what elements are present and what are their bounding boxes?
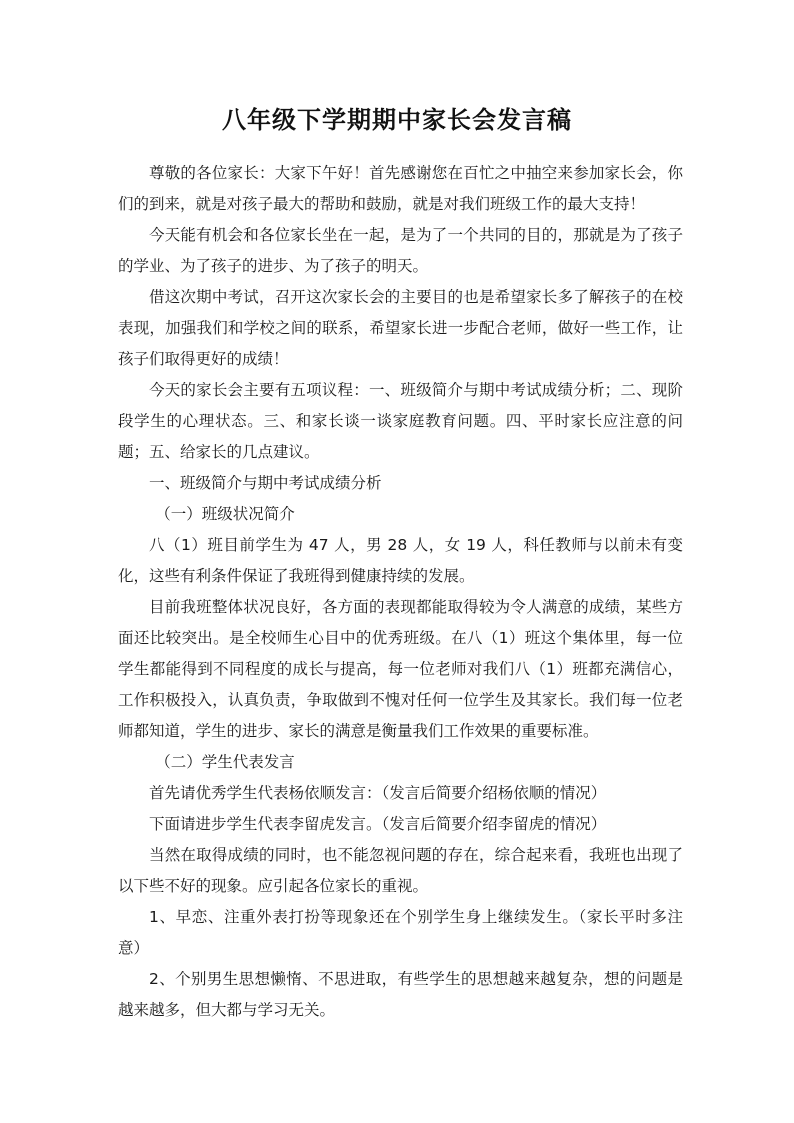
paragraph-problems-intro: 当然在取得成绩的同时，也不能忽视问题的存在，综合起来看，我班也出现了以下些不好的现象。应引起各位家长的重视。 (118, 846, 683, 895)
subsection-heading-1: （一）班级状况简介 (155, 505, 295, 523)
list-item-problem-1: 1、早恋、注重外表打扮等现象还在个别学生身上继续发生。（家长平时多注意） (118, 908, 683, 957)
subsection-heading-2: （二）学生代表发言 (155, 753, 295, 771)
section-heading-1: 一、班级简介与期中考试成绩分析 (149, 474, 382, 492)
paragraph-class-status: 目前我班整体状况良好，各方面的表现都能取得较为令人满意的成绩，某些方面还比较突出。是全校师生心目中的优秀班级。在八（1）班这个集体里，每一位学生都能得到不同程度的成长与提高，每一位老师对我们八（1）班都充满信心，工作积极投入，认真负责，争取做到不愧对任何一位学生及其家长。我们每一位老师都知道，学生的进步、家长的满意是衡量我们工作效果的重要标准。 (118, 598, 683, 740)
paragraph-student-rep-1: 首先请优秀学生代表杨依顺发言：（发言后简要介绍杨依顺的情况） (149, 784, 607, 802)
paragraph-agenda: 今天的家长会主要有五项议程：一、班级简介与期中考试成绩分析；二、现阶段学生的心理状态。三、和家长谈一谈家庭教育问题。四、平时家长应注意的问题；五、给家长的几点建议。 (118, 381, 683, 461)
document-title: 八年级下学期期中家长会发言稿 (222, 105, 572, 134)
paragraph-purpose: 今天能有机会和各位家长坐在一起，是为了一个共同的目的，那就是为了孩子的学业、为了孩子的进步、为了孩子的明天。 (118, 226, 683, 275)
list-item-problem-2: 2、个别男生思想懒惰、不思进取，有些学生的思想越来越复杂，想的问题是越来越多，但大都与学习无关。 (118, 970, 683, 1019)
paragraph-class-stats: 八（1）班目前学生为 47 人，男 28 人，女 19 人，科任教师与以前未有变化，这些有利条件保证了我班得到健康持续的发展。 (118, 536, 683, 585)
paragraph-greeting: 尊敬的各位家长：大家下午好！首先感谢您在百忙之中抽空来参加家长会，你们的到来，就是对孩子最大的帮助和鼓励，就是对我们班级工作的最大支持！ (118, 164, 683, 213)
document-body (118, 158, 683, 1026)
paragraph-meeting-goal: 借这次期中考试，召开这次家长会的主要目的也是希望家长多了解孩子的在校表现，加强我们和学校之间的联系，希望家长进一步配合老师，做好一些工作，让孩子们取得更好的成绩！ (118, 288, 683, 368)
paragraph-student-rep-2: 下面请进步学生代表李留虎发言。（发言后简要介绍李留虎的情况） (149, 815, 607, 833)
